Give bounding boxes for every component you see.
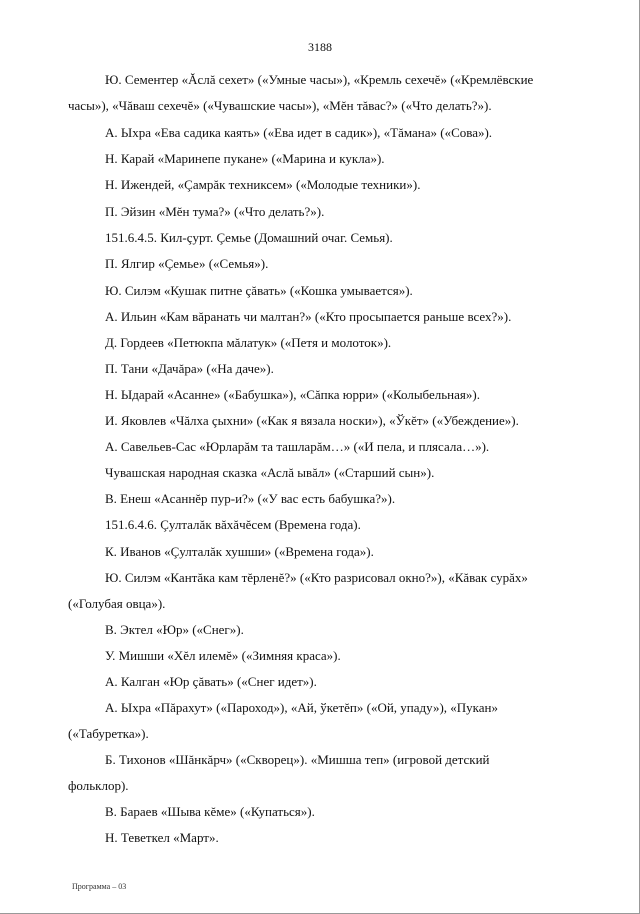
text-line: Н. Теветкел «Март». [105,830,219,845]
page-number: 3188 [308,40,332,54]
text-line: А. Калган «Юр çăвать» («Снег идет»). [105,674,317,689]
text-line: Б. Тихонов «Шăнкăрч» («Скворец»). «Мишша теп» (игровой детский [105,752,490,767]
text-line: К. Иванов «Çулталăк хушши» («Времена года»). [105,544,374,559]
text-line: П. Ялгир «Çемье» («Семья»). [105,256,269,271]
text-line: («Табуретка»). [68,726,149,741]
text-line: часы»), «Чăваш сехечĕ» («Чувашские часы»), «Мĕн тăвас?» («Что делать?»). [68,98,492,113]
text-line: А. Ыхра «Ева садика каять» («Ева идет в садик»), «Тăмана» («Сова»). [105,125,493,140]
text-line: Ю. Силэм «Кушак питне çăвать» («Кошка умывается»). [105,283,413,298]
section-heading: 151.6.4.6. Çулталăк вăхăчĕсем (Времена года). [105,517,361,532]
text-line: А. Савельев-Сас «Юрларăм та ташларăм…» («И пела, и плясала…»). [105,439,490,454]
text-line: Н. Ижендей, «Çамрăк техниксем» («Молодые техники»). [105,177,421,192]
text-line: А. Ильин «Кам вăранать чи малтан?» («Кто просыпается раньше всех?»). [105,309,512,324]
text-line: В. Эктел «Юр» («Снег»). [105,622,244,637]
text-line: П. Эйзин «Мĕн тума?» («Что делать?»). [105,204,325,219]
text-line: Ю. Сементер «Ăслă сехет» («Умные часы»), «Кремль сехечĕ» («Кремлёвские [105,72,534,87]
section-heading: 151.6.4.5. Кил-çурт. Çемье (Домашний очаг. Семья). [105,230,393,245]
text-line: В. Бараев «Шыва кĕме» («Купаться»). [105,804,315,819]
text-line: фольклор). [68,778,129,793]
text-line: А. Ыхра «Пăрахут» («Пароход»), «Ай, ўкетĕп» («Ой, упаду»), «Пукан» [105,700,499,715]
text-line: Ю. Силэм «Кантăка кам тĕрленĕ?» («Кто разрисовал окно?»), «Кăвак сурăх» [105,570,528,585]
text-line: В. Енеш «Асаннĕр пур-и?» («У вас есть бабушка?»). [105,491,396,506]
text-line: И. Яковлев «Чăлха çыхни» («Как я вязала носки»), «Ўкĕт» («Убеждение»). [105,413,519,428]
text-line: Н. Карай «Маринепе пукане» («Марина и кукла»). [105,151,385,166]
text-line: Чувашская народная сказка «Аслă ывăл» («Старший сын»). [105,465,435,480]
text-line: («Голубая овца»). [68,596,166,611]
text-line: П. Тани «Дачăра» («На даче»). [105,361,274,376]
text-line: У. Мишши «Хĕл илемĕ» («Зимняя краса»). [105,648,341,663]
text-line: Н. Ыдарай «Асанне» («Бабушка»), «Сăпка юрри» («Колыбельная»). [105,387,480,402]
footer-label: Программа – 03 [72,882,127,891]
text-line: Д. Гордеев «Петюкпа мăлатук» («Петя и молоток»). [105,335,392,350]
